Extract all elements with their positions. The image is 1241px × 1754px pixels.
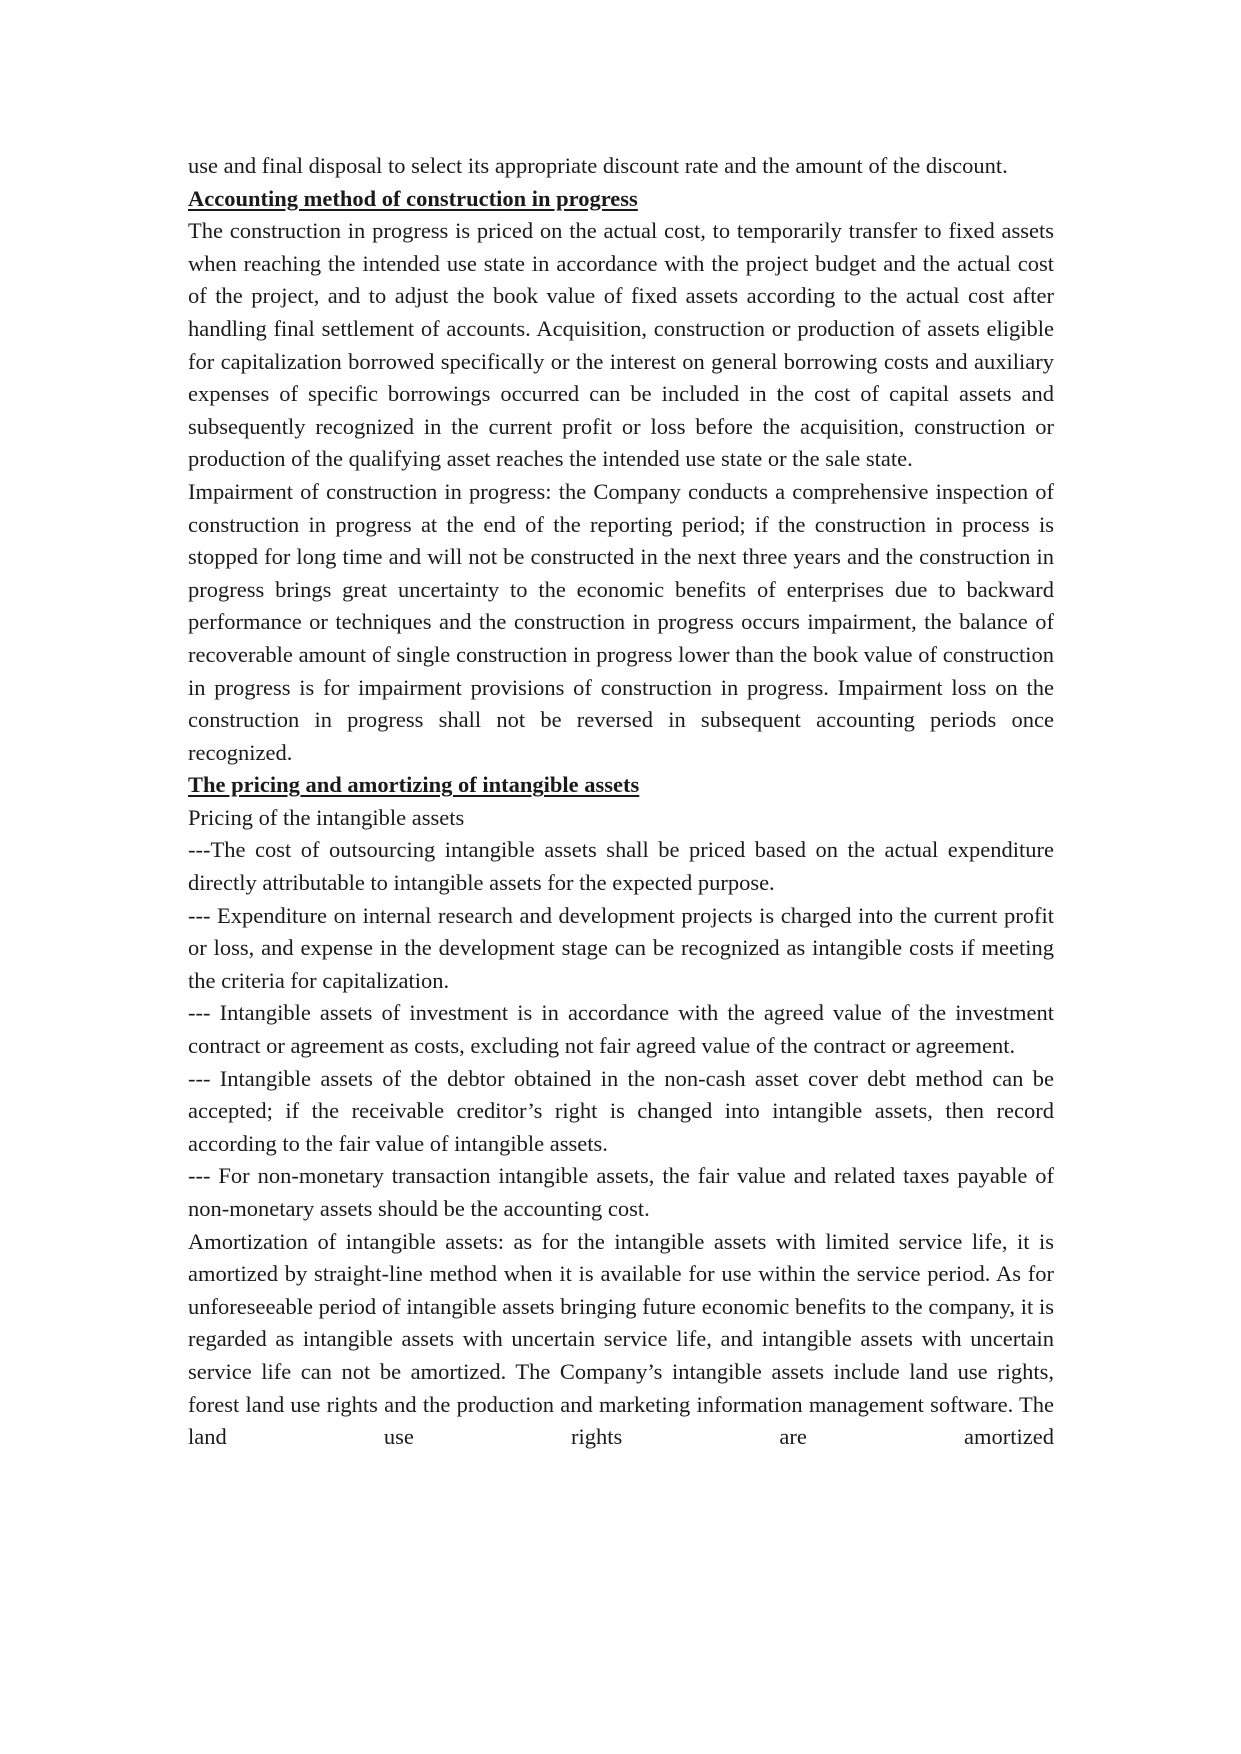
section-heading-intangible-assets: The pricing and amortizing of intangible assets xyxy=(188,772,640,798)
intangible-amortization-paragraph: Amortization of intangible assets: as for the intangible assets with limited service life, it is amortized by straight-line method when it is available for use within the service period. As for unforeseeable period of intangible assets bringing future economic benefits to the company, it is regarded as intangible assets with uncertain service life, and intangible assets with uncertain service life can not be amortized. The Company’s intangible assets include land use rights, forest land use rights and the production and marketing information management software. The land use rights are amortized xyxy=(188,1228,1054,1450)
intangible-item-non-monetary: --- For non-monetary transaction intangible assets, the fair value and related taxes payable of non-monetary assets should be the accounting cost. xyxy=(188,1163,1054,1221)
intangible-item-investment: --- Intangible assets of investment is in accordance with the agreed value of the investment contract or agreement as costs, excluding not fair agreed value of the contract or agreement. xyxy=(188,1000,1054,1059)
intangible-item-internal-rd: --- Expenditure on internal research and development projects is charged into the current profit or loss, and expense in the development stage can be recognized as intangible costs if meeting the criteria for capitalization. xyxy=(188,902,1054,993)
intangible-item-debt-restructuring: --- Intangible assets of the debtor obtained in the non-cash asset cover debt method can be accepted; if the receivable creditor’s right is changed into intangible assets, then record according to the fair value of intangible assets. xyxy=(188,1065,1054,1156)
construction-pricing-paragraph: The construction in progress is priced on the actual cost, to temporarily transfer to fixed assets when reaching the intended use state in accordance with the project budget and the actual cost of the project, and to adjust the book value of fixed assets according to the actual cost after handling final settlement of accounts. Acquisition, construction or production of assets eligible for capitalization borrowed specifically or the interest on general borrowing costs and auxiliary expenses of specific borrowings occurred can be included in the cost of capital assets and subsequently recognized in the current profit or loss before the acquisition, construction or production of the qualifying asset reaches the intended use state or the sale state. xyxy=(188,218,1054,472)
section-heading-construction-in-progress: Accounting method of construction in progress xyxy=(188,185,638,211)
intangible-item-outsourcing: ---The cost of outsourcing intangible assets shall be priced based on the actual expenditure directly attributable to intangible assets for the expected purpose. xyxy=(188,837,1054,896)
intangible-pricing-subheading: Pricing of the intangible assets xyxy=(188,804,465,830)
construction-impairment-paragraph: Impairment of construction in progress: the Company conducts a comprehensive inspection of construction in progress at the end of the reporting period; if the construction in process is stopped for long time and will not be constructed in the next three years and the construction in progress brings great uncertainty to the economic benefits of enterprises due to backward performance or techniques and the construction in progress occurs impairment, the balance of recoverable amount of single construction in progress lower than the book value of construction in progress is for impairment provisions of construction in progress. Impairment loss on the construction in progress shall not be reversed in subsequent accounting periods once recognized. xyxy=(188,478,1054,765)
document-page xyxy=(188,150,1054,1454)
continuation-paragraph: use and final disposal to select its appropriate discount rate and the amount of the discount. xyxy=(188,153,1008,178)
